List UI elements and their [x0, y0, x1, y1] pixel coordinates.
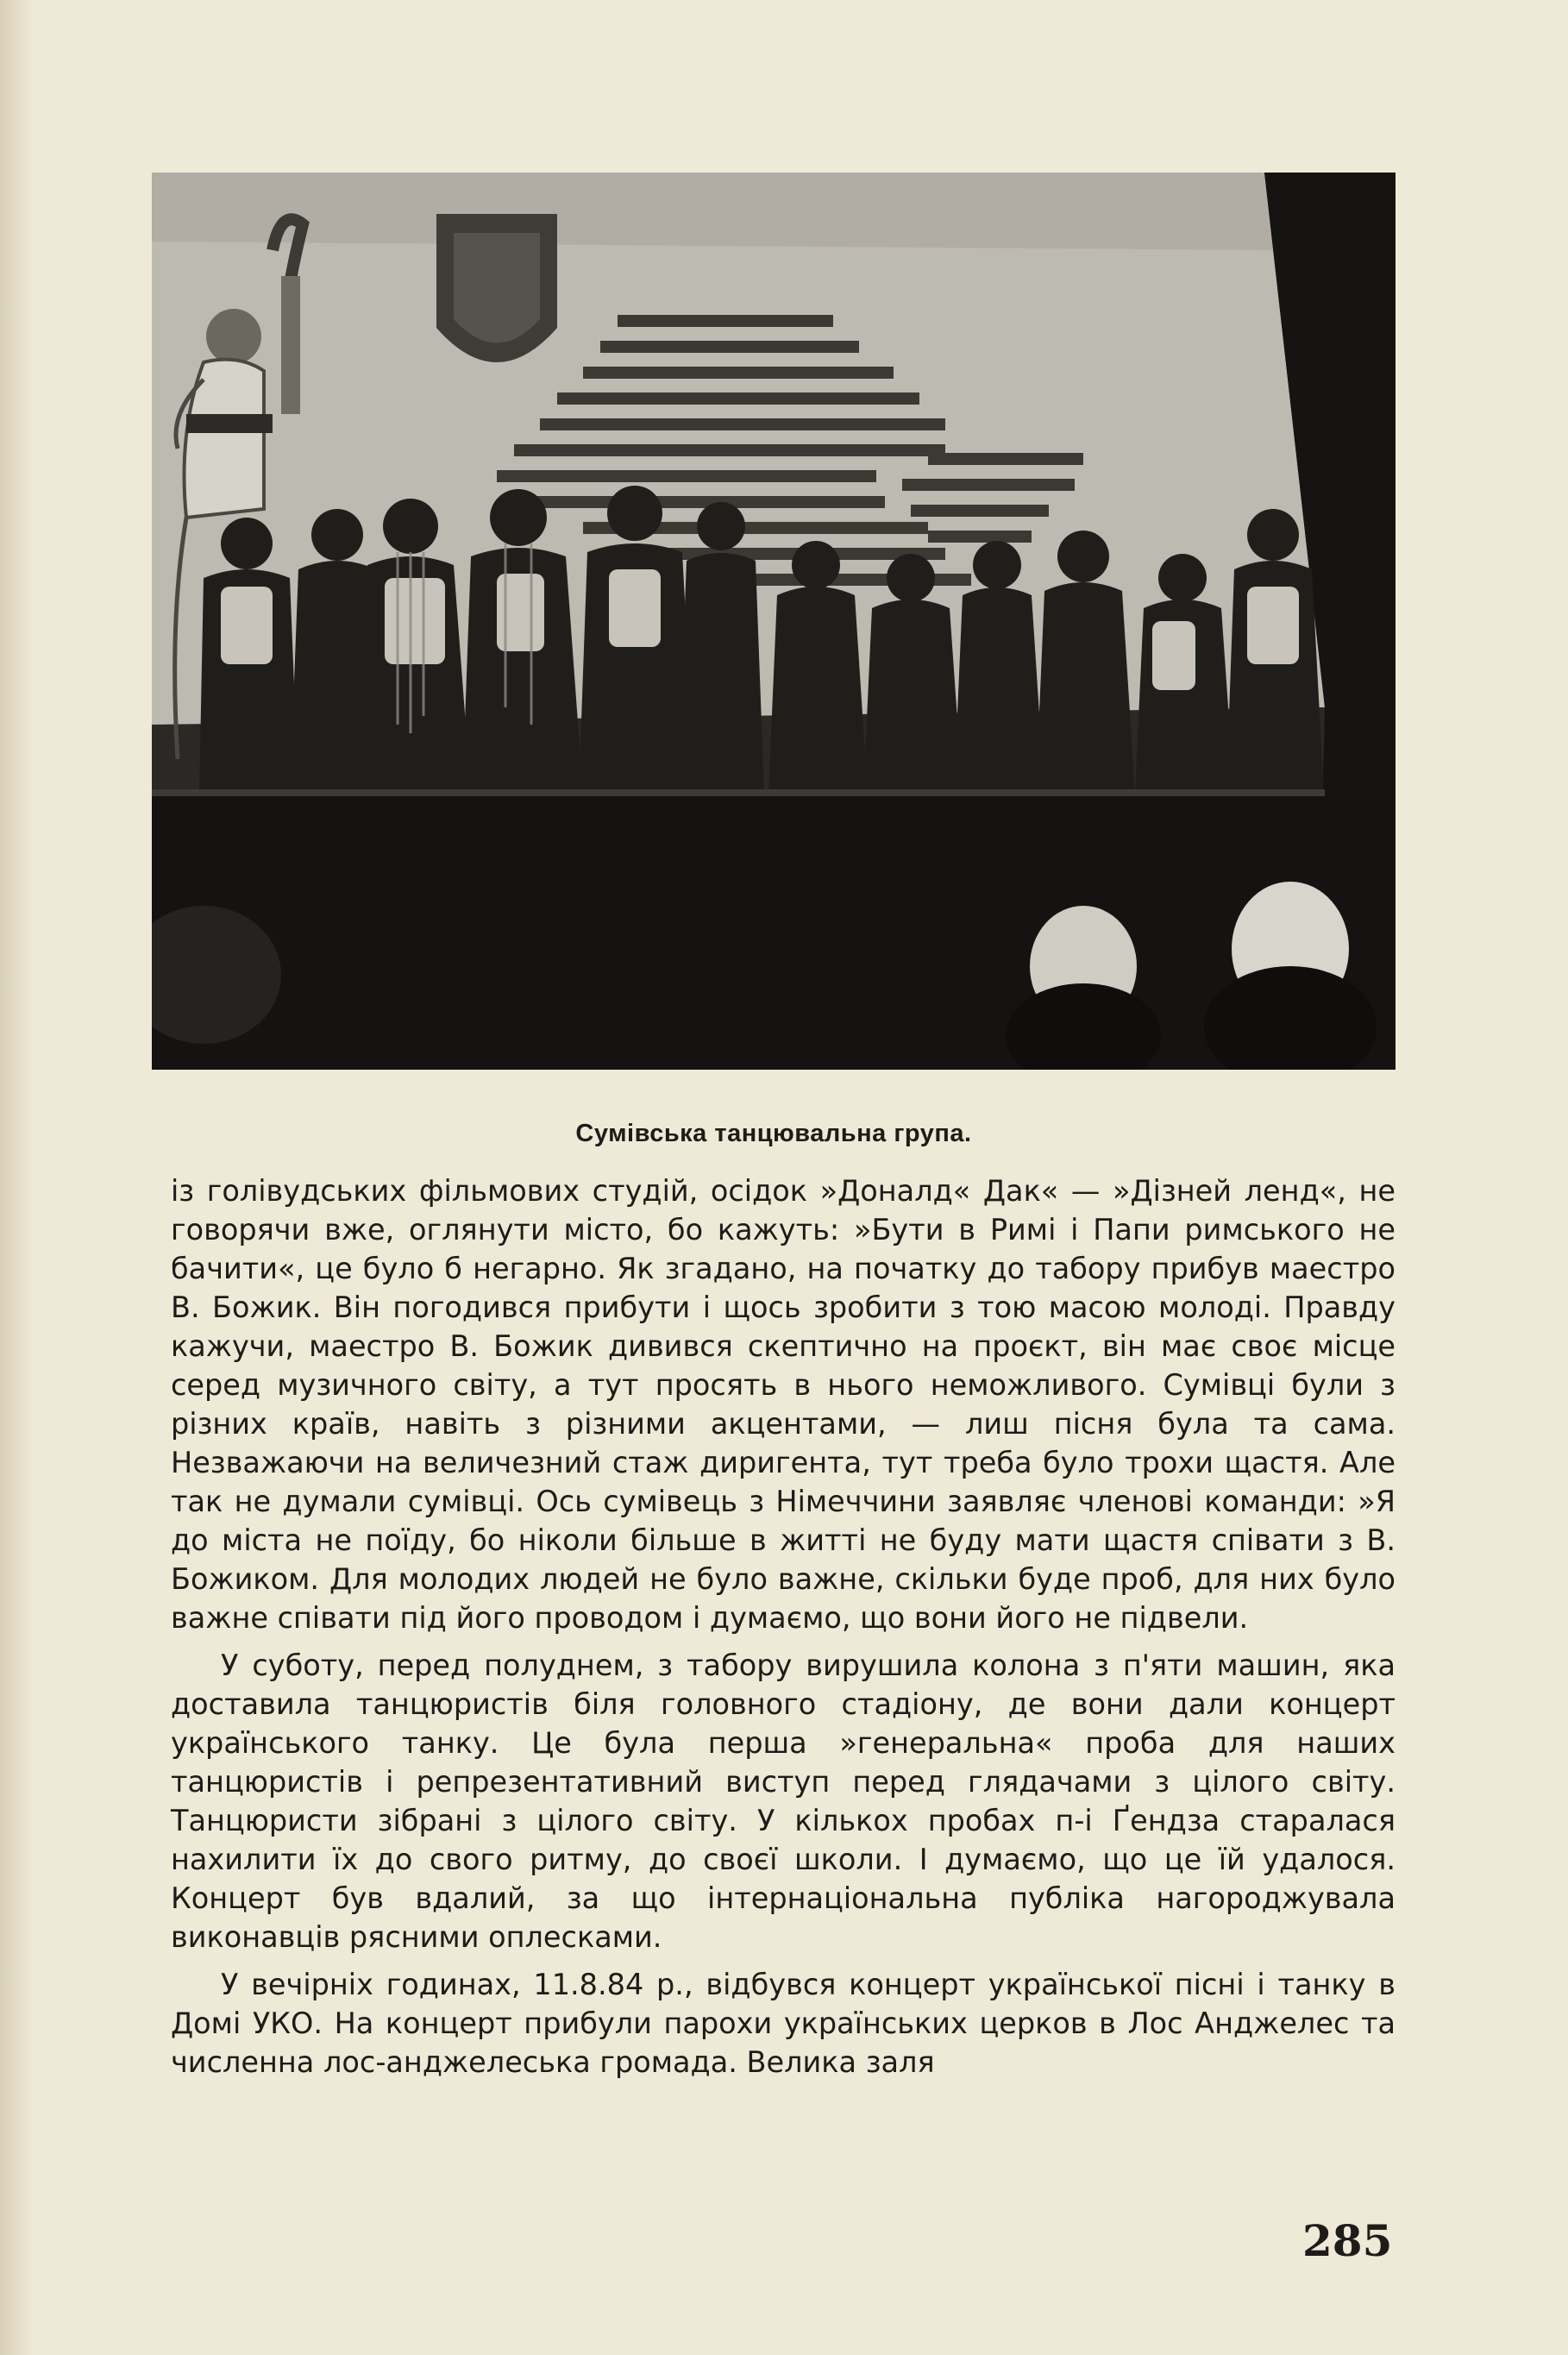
- page-edge-shadow: [0, 0, 34, 2355]
- stage-photo-illustration: [152, 173, 1396, 1070]
- paragraph-1: із голівудських фільмових студій, осідок »Доналд« Дак« — »Дізней ленд«, не говорячи вже, оглянути місто, бо кажуть: »Бути в Римі і Папи римського не бачити«, це було б негарно. Як згадано, на початку до табору прибув маестро В. Божик. Він погодився прибути і щось зробити з тою масою молоді. Правду кажучи, маестро В. Божик дивився скептично на проєкт, він має своє місце серед музичного світу, а тут просять в нього неможливого. Сумівці були з різних країв, навіть з різними акцентами, — лиш пісня була та сама. Незважаючи на величезний стаж диригента, тут треба було трохи щастя. Але так не думали сумівці. Ось сумівець з Німеччини заявляє членові команди: »Я до міста не поїду, бо ніколи більше в житті не буду мати щастя співати з В. Божиком. Для молодих людей не було важне, скільки буде проб, для них було важне співати під його проводом і думаємо, що вони його не підвели.: [171, 1174, 1396, 1635]
- photo-caption: Сумівська танцювальна група.: [575, 1120, 972, 1147]
- paragraph-2: У суботу, перед полуднем, з табору вирушила колона з п'яти машин, яка доставила танцюристів біля головного стадіону, де вони дали концерт українського танку. Це була перша »генеральна« проба для наших танцюристів і репрезентативний виступ перед глядачами з цілого світу. Танцюристи зібрані з цілого світу. У кількох пробах п-і Ґендза старалася нахилити їх до свого ритму, до своєї школи. І думаємо, що це їй удалося. Концерт був вдалий, за що інтернаціональна публіка нагороджувала виконавців рясними оплесками.: [171, 1648, 1396, 1954]
- dance-group-photo: [152, 173, 1396, 1070]
- paragraph-3: У вечірніх годинах, 11.8.84 р., відбувся концерт української пісні і танку в Домі УКО. На концерт прибули парохи українських церков в Лос Анджелес та численна лос-анджелеська громада. Велика заля: [171, 1968, 1396, 2079]
- page-number: 285: [1302, 2215, 1393, 2266]
- article-body: [171, 1171, 1396, 2090]
